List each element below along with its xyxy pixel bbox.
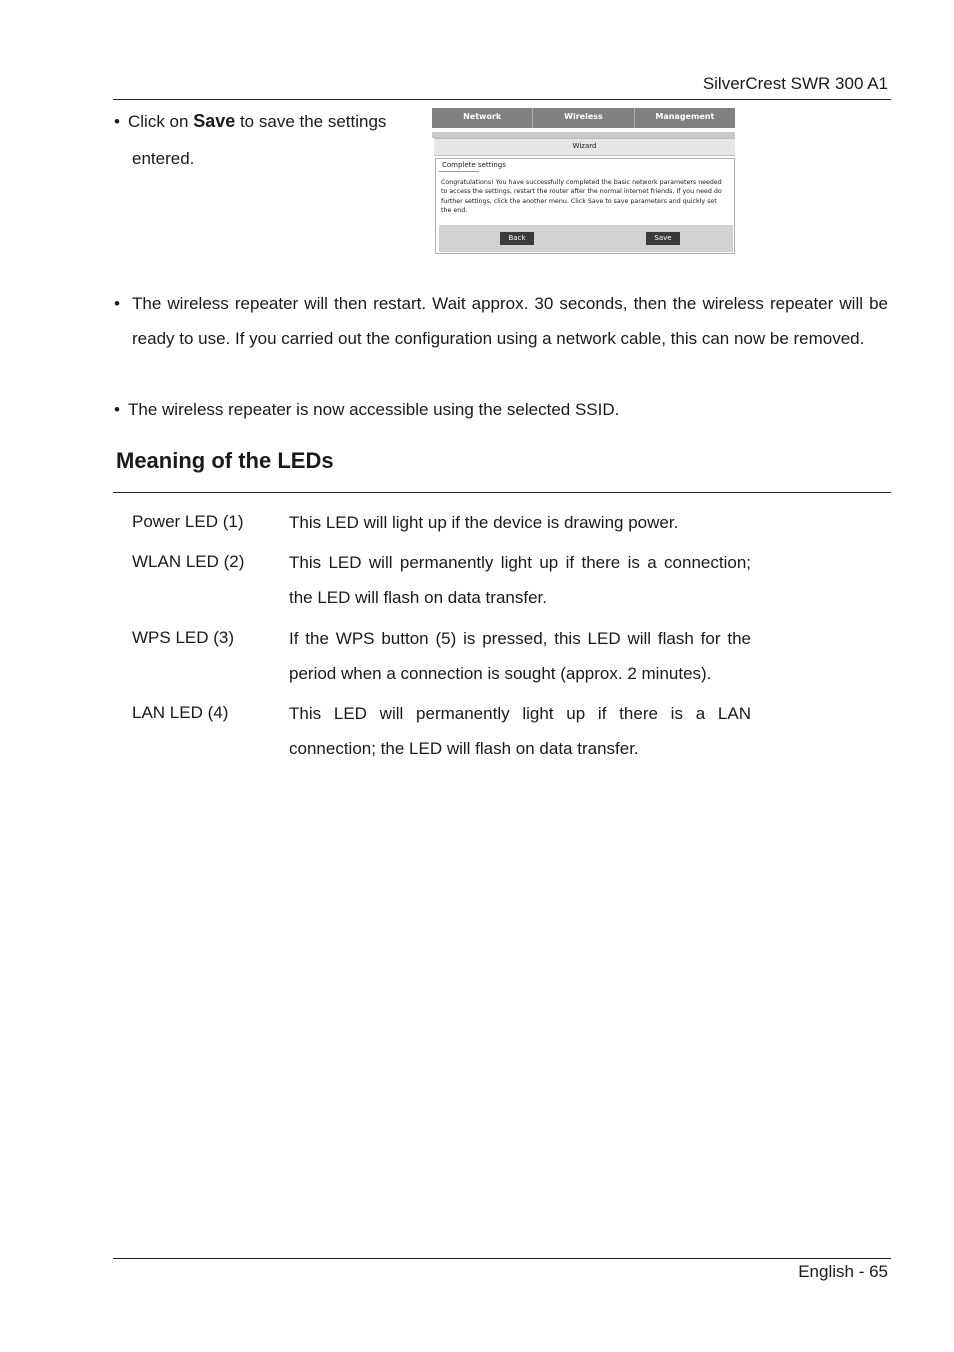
led-desc-lan: This LED will permanently light up if there is a LAN connection; the LED will flash on data transfer. — [289, 704, 751, 758]
section-rule — [113, 492, 891, 493]
bullet-save-prefix: Click on — [128, 112, 194, 131]
shot-tab-wireless[interactable]: Wireless — [533, 108, 634, 128]
led-desc-wlan: This LED will permanently light up if there is a connection; the LED will flash on data transfer. — [289, 553, 751, 607]
section-title: Meaning of the LEDs — [116, 448, 334, 473]
bullet-restart-text: The wireless repeater will then restart. Wait approx. 30 seconds, then the wireless repeater will be ready to use. If you carried out the configuration using a network cable, this can now be removed. — [132, 294, 888, 348]
led-desc-wps: If the WPS button (5) is pressed, this LED will flash for the period when a connection is sought (approx. 2 minutes). — [289, 629, 751, 683]
bullet-dot: • — [114, 400, 120, 419]
led-label-power: Power LED (1) — [132, 512, 244, 531]
bullet-save-line2: entered. — [132, 149, 195, 168]
shot-wizard-title: Wizard — [434, 138, 735, 156]
bullet-dot: • — [114, 112, 120, 131]
header-title: SilverCrest SWR 300 A1 — [702, 74, 888, 93]
led-label-wps: WPS LED (3) — [132, 628, 235, 647]
led-desc-power: This LED will light up if the device is drawing power. — [289, 513, 679, 532]
bullet-save-bold: Save — [193, 111, 236, 131]
shot-tab-network[interactable]: Network — [432, 108, 533, 128]
bullet-dot: • — [114, 294, 120, 313]
bullet-ssid — [114, 392, 888, 427]
shot-back-button[interactable]: Back — [500, 232, 534, 245]
shot-save-button[interactable]: Save — [646, 232, 680, 245]
led-label-lan: LAN LED (4) — [132, 703, 229, 722]
bullet-save-suffix: to save the settings — [235, 112, 387, 131]
page-number: English - 65 — [798, 1262, 888, 1281]
header-rule — [113, 99, 891, 100]
shot-tab-bar — [432, 108, 735, 128]
led-label-wlan: WLAN LED (2) — [132, 552, 245, 571]
bullet-ssid-text: The wireless repeater is now accessible using the selected SSID. — [128, 400, 620, 419]
shot-button-bar — [439, 225, 733, 252]
shot-content-box — [435, 158, 735, 254]
bullet-save — [114, 104, 424, 139]
router-wizard-screenshot — [432, 108, 735, 254]
shot-divider — [439, 171, 479, 172]
shot-section-title: Complete settings — [442, 161, 506, 169]
footer-rule — [113, 1258, 891, 1259]
shot-body-text: Congratulations! You have successfully completed the basic network parameters needed to access the settings, restart the router after the normal internet friends. If you need do further settings, click the another menu. Click Save to save parameters and quickly set the end. — [441, 179, 722, 214]
shot-tab-management[interactable]: Management — [655, 112, 715, 121]
bullet-restart — [114, 286, 888, 356]
